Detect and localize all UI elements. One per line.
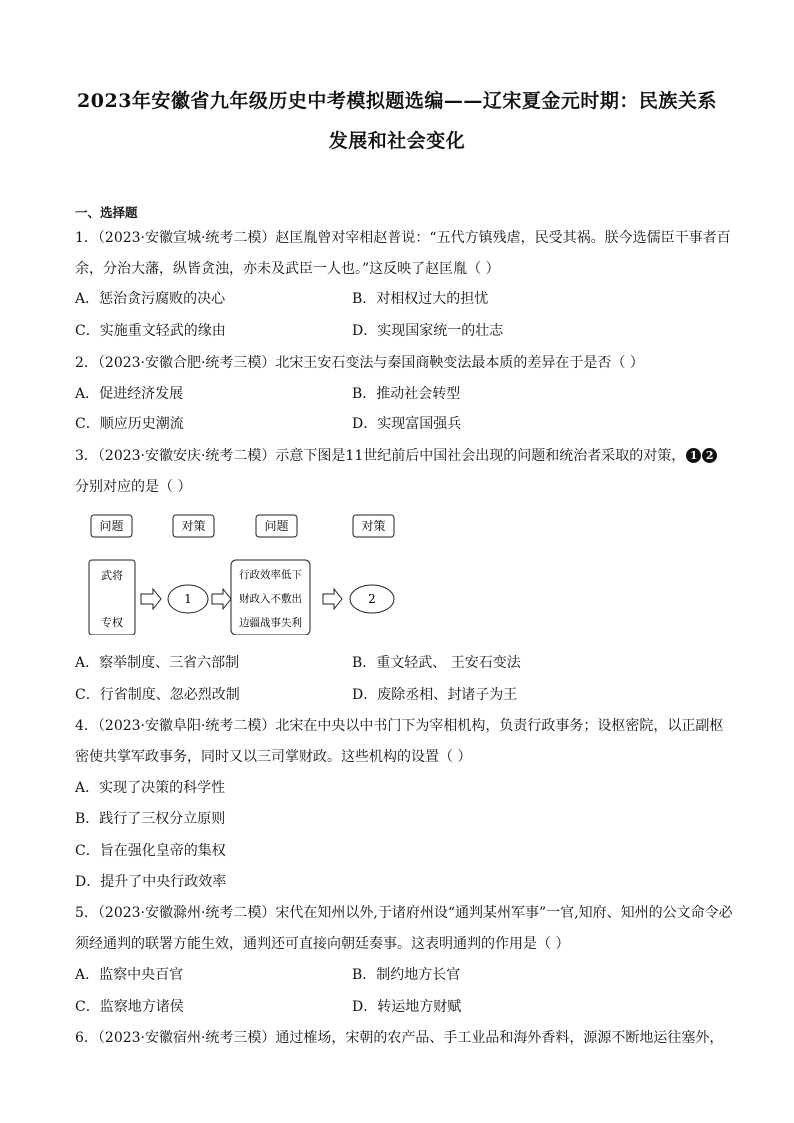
diagram-header-problem-1: 问题: [99, 519, 124, 533]
circled-number-2: 2: [702, 448, 717, 463]
diagram-box1-top: 武将: [101, 569, 123, 582]
q4-option-d: D．提升了中央行政效率: [75, 874, 227, 890]
diagram-box1-bottom: 专权: [101, 616, 123, 629]
diagram-box2-line3: 边疆战事失利: [239, 617, 302, 629]
section-heading: 一、选择题: [75, 205, 138, 220]
q4-option-b: B．践行了三权分立原则: [75, 811, 226, 827]
q5-option-d: D．转运地方财赋: [352, 999, 462, 1015]
q2-option-d: D．实现富国强兵: [352, 416, 462, 432]
q1-option-d: D．实现国家统一的壮志: [352, 323, 504, 339]
q2-option-a: A．促进经济发展: [75, 386, 184, 402]
circled-number-1: 1: [686, 448, 701, 463]
diagram-circle-1: 1: [184, 592, 192, 606]
document-title-line1: 2023年安徽省九年级历史中考模拟题选编——辽宋夏金元时期：民族关系: [77, 90, 717, 112]
diagram-header-measure-2: 对策: [361, 519, 386, 533]
q1-option-c: C．实施重文轻武的缘由: [75, 323, 226, 339]
q3-option-c: C．行省制度、忽必烈改制: [75, 687, 240, 703]
q3-stem-line2: 分别对应的是（ ）: [75, 479, 192, 495]
q2-stem-line1: 2．（2023·安徽合肥·统考三模）北宋王安石变法与秦国商鞅变法最本质的差异在于是否（ ）: [75, 355, 644, 371]
q3-option-a: A．察举制度、三省六部制: [75, 655, 240, 671]
q1-option-b: B．对相权过大的担忧: [352, 291, 489, 307]
q3-stem-line1: [75, 447, 725, 465]
q1-stem-line2: 余，分治大藩，纵皆贪浊，亦未及武臣一人也。”这反映了赵匡胤（ ）: [75, 261, 500, 277]
diagram-header-problem-2: 问题: [264, 519, 289, 533]
q5-option-c: C．监察地方诸侯: [75, 999, 184, 1015]
q1-option-a: A．惩治贪污腐败的决心: [75, 291, 226, 307]
q3-option-d: D．废除丞相、封诸子为王: [352, 687, 518, 703]
q2-option-b: B．推动社会转型: [352, 386, 461, 402]
diagram-header-measure-1: 对策: [181, 519, 206, 533]
q5-option-a: A．监察中央百官: [75, 967, 184, 983]
q6-stem-line1: 6．（2023·安徽宿州·统考三模）通过榷场，宋朝的农产品、手工业品和海外香料，源源不断地运往塞外，: [75, 1030, 724, 1046]
q4-option-c: C．旨在强化皇帝的集权: [75, 843, 226, 859]
diagram-circle-2: 2: [368, 592, 376, 606]
q4-stem-line1: 4．（2023·安徽阜阳·统考二模）北宋在中央以中书门下为宰相机构，负责行政事务；设枢密院，以正副枢: [75, 718, 724, 734]
q3-diagram: [80, 505, 420, 639]
q1-stem-line1: 1．（2023·安徽宣城·统考二模）赵匡胤曾对宰相赵普说：“五代方镇残虐，民受其祸。朕今选儒臣干事者百: [75, 230, 731, 246]
q4-option-a: A．实现了决策的科学性: [75, 780, 226, 796]
diagram-box2-line1: 行政效率低下: [239, 569, 302, 581]
q2-option-c: C．顺应历史潮流: [75, 416, 184, 432]
document-title-line2: 发展和社会变化: [328, 130, 466, 152]
q3-diagram-svg: [80, 505, 420, 635]
q5-stem-line2: 须经通判的联署方能生效，通判还可直接向朝廷奏事。这表明通判的作用是（ ）: [75, 936, 570, 952]
q3-option-b: B．重文轻武、 王安石变法: [352, 655, 521, 671]
q3-stem-text: 3．（2023·安徽安庆·统考二模）示意下图是11世纪前后中国社会出现的问题和统治者采取的对策，: [75, 448, 686, 464]
diagram-box2-line2: 财政入不敷出: [239, 593, 302, 605]
q4-stem-line2: 密使共掌军政事务，同时又以三司掌财政。这些机构的设置（ ）: [75, 749, 472, 765]
q5-stem-line1: 5．（2023·安徽滁州·统考二模）宋代在知州以外,于诸府州设“通判某州军事”一官,知府、知州的公文命令必: [75, 905, 733, 921]
q5-option-b: B．制约地方长官: [352, 967, 461, 983]
